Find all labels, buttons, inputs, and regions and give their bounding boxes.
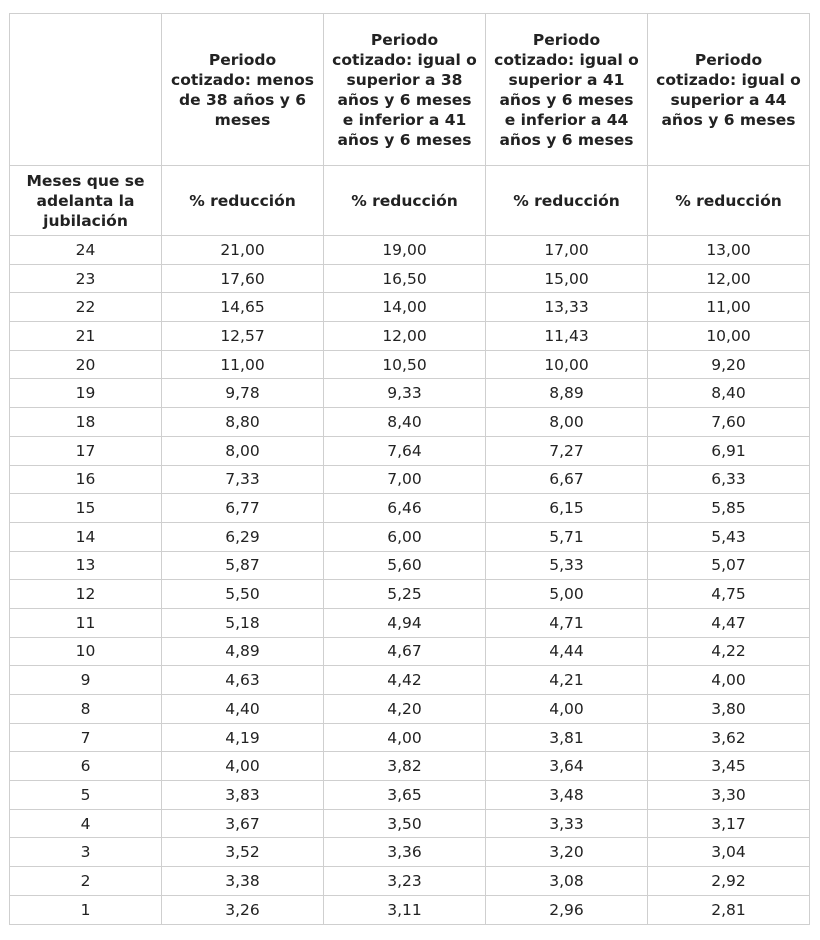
months-cell: 22 [10, 293, 162, 322]
reduction-cell: 4,00 [648, 666, 810, 695]
reduction-cell: 15,00 [486, 264, 648, 293]
period-header-4-text: Periodo cotizado: igual o superior a 44 años y 6 meses [656, 50, 801, 129]
reduction-cell: 19,00 [324, 236, 486, 265]
reduction-cell: 7,64 [324, 436, 486, 465]
reduction-cell: 3,11 [324, 895, 486, 924]
reduction-cell: 4,40 [162, 695, 324, 724]
table-row [10, 522, 810, 551]
reduction-cell: 4,42 [324, 666, 486, 695]
reduction-cell: 12,57 [162, 322, 324, 351]
reduction-cell: 16,50 [324, 264, 486, 293]
reduction-cell: 11,00 [648, 293, 810, 322]
table-row [10, 580, 810, 609]
months-cell: 14 [10, 522, 162, 551]
table-row [10, 895, 810, 924]
table-row [10, 551, 810, 580]
reduction-cell: 8,40 [324, 408, 486, 437]
reduction-cell: 5,85 [648, 494, 810, 523]
reduction-cell: 5,87 [162, 551, 324, 580]
months-cell: 4 [10, 809, 162, 838]
reduction-cell: 7,27 [486, 436, 648, 465]
reduction-cell: 9,78 [162, 379, 324, 408]
months-cell: 19 [10, 379, 162, 408]
months-cell: 18 [10, 408, 162, 437]
period-header-2 [324, 14, 486, 166]
months-cell: 15 [10, 494, 162, 523]
months-cell: 1 [10, 895, 162, 924]
reduction-cell: 5,60 [324, 551, 486, 580]
table-row [10, 293, 810, 322]
table-row [10, 781, 810, 810]
reduction-cell: 4,75 [648, 580, 810, 609]
reduction-cell: 2,81 [648, 895, 810, 924]
reduction-cell: 7,33 [162, 465, 324, 494]
months-cell: 10 [10, 637, 162, 666]
reduction-cell: 3,38 [162, 867, 324, 896]
reduction-cell: 5,43 [648, 522, 810, 551]
months-cell: 20 [10, 350, 162, 379]
reduction-cell: 3,26 [162, 895, 324, 924]
reduction-cell: 4,00 [324, 723, 486, 752]
reduction-cell: 6,77 [162, 494, 324, 523]
months-cell: 6 [10, 752, 162, 781]
reduction-cell: 4,63 [162, 666, 324, 695]
reduction-cell: 9,33 [324, 379, 486, 408]
reduction-cell: 3,67 [162, 809, 324, 838]
reduction-cell: 11,43 [486, 322, 648, 351]
reduction-cell: 3,62 [648, 723, 810, 752]
table-row [10, 322, 810, 351]
reduction-cell: 6,67 [486, 465, 648, 494]
reduction-cell: 13,00 [648, 236, 810, 265]
table-row [10, 350, 810, 379]
months-header [10, 166, 162, 236]
reduction-cell: 4,44 [486, 637, 648, 666]
months-cell: 21 [10, 322, 162, 351]
table-row [10, 752, 810, 781]
months-cell: 5 [10, 781, 162, 810]
subheader-row [10, 166, 810, 236]
reduction-cell: 8,00 [486, 408, 648, 437]
months-cell: 16 [10, 465, 162, 494]
reduction-cell: 7,00 [324, 465, 486, 494]
reduction-cell: 3,17 [648, 809, 810, 838]
reduction-cell: 4,71 [486, 608, 648, 637]
table-row [10, 408, 810, 437]
months-cell: 24 [10, 236, 162, 265]
reduction-cell: 21,00 [162, 236, 324, 265]
reduction-cell: 3,64 [486, 752, 648, 781]
reduction-cell: 4,00 [486, 695, 648, 724]
months-cell: 13 [10, 551, 162, 580]
reduction-cell: 4,94 [324, 608, 486, 637]
reduction-cell: 11,00 [162, 350, 324, 379]
reduction-header-2: % reducción [324, 166, 486, 236]
table-row [10, 465, 810, 494]
reduction-cell: 3,08 [486, 867, 648, 896]
reduction-cell: 7,60 [648, 408, 810, 437]
reduction-cell: 4,21 [486, 666, 648, 695]
months-cell: 9 [10, 666, 162, 695]
reduction-cell: 6,15 [486, 494, 648, 523]
reduction-cell: 3,04 [648, 838, 810, 867]
table-row [10, 236, 810, 265]
reduction-header-1: % reducción [162, 166, 324, 236]
period-header-3 [486, 14, 648, 166]
reduction-cell: 17,60 [162, 264, 324, 293]
reduction-cell: 6,46 [324, 494, 486, 523]
table-row [10, 867, 810, 896]
months-cell: 7 [10, 723, 162, 752]
reduction-cell: 12,00 [324, 322, 486, 351]
pension-reduction-table [9, 13, 810, 925]
reduction-cell: 3,50 [324, 809, 486, 838]
reduction-cell: 9,20 [648, 350, 810, 379]
reduction-cell: 3,81 [486, 723, 648, 752]
reduction-cell: 3,80 [648, 695, 810, 724]
table-row [10, 809, 810, 838]
period-header-1 [162, 14, 324, 166]
table-row [10, 666, 810, 695]
reduction-cell: 10,00 [486, 350, 648, 379]
reduction-cell: 13,33 [486, 293, 648, 322]
reduction-cell: 3,20 [486, 838, 648, 867]
reduction-cell: 8,00 [162, 436, 324, 465]
period-header-2-text: Periodo cotizado: igual o superior a 38 años y 6 meses e inferior a 41 años y 6 meses [332, 30, 477, 149]
reduction-cell: 6,91 [648, 436, 810, 465]
reduction-cell: 5,18 [162, 608, 324, 637]
reduction-cell: 3,48 [486, 781, 648, 810]
reduction-header-4: % reducción [648, 166, 810, 236]
table-row [10, 637, 810, 666]
reduction-cell: 5,71 [486, 522, 648, 551]
period-header-3-text: Periodo cotizado: igual o superior a 41 años y 6 meses e inferior a 44 años y 6 meses [494, 30, 639, 149]
reduction-cell: 17,00 [486, 236, 648, 265]
table-row [10, 838, 810, 867]
months-cell: 12 [10, 580, 162, 609]
reduction-cell: 10,00 [648, 322, 810, 351]
reduction-cell: 5,50 [162, 580, 324, 609]
reduction-cell: 4,00 [162, 752, 324, 781]
table-row [10, 608, 810, 637]
reduction-cell: 5,00 [486, 580, 648, 609]
months-cell: 11 [10, 608, 162, 637]
months-cell: 2 [10, 867, 162, 896]
reduction-cell: 6,29 [162, 522, 324, 551]
reduction-cell: 10,50 [324, 350, 486, 379]
reduction-cell: 3,30 [648, 781, 810, 810]
reduction-cell: 3,83 [162, 781, 324, 810]
reduction-cell: 4,89 [162, 637, 324, 666]
reduction-cell: 14,00 [324, 293, 486, 322]
reduction-cell: 8,89 [486, 379, 648, 408]
reduction-cell: 5,07 [648, 551, 810, 580]
reduction-cell: 12,00 [648, 264, 810, 293]
table-row [10, 379, 810, 408]
reduction-cell: 3,23 [324, 867, 486, 896]
reduction-cell: 4,22 [648, 637, 810, 666]
months-cell: 23 [10, 264, 162, 293]
reduction-cell: 3,82 [324, 752, 486, 781]
period-header-4 [648, 14, 810, 166]
corner-header-cell [10, 14, 162, 166]
months-header-text: Meses que se adelanta la jubilación [26, 171, 145, 230]
reduction-cell: 4,67 [324, 637, 486, 666]
table-row [10, 264, 810, 293]
table-row [10, 494, 810, 523]
reduction-cell: 3,33 [486, 809, 648, 838]
reduction-cell: 6,33 [648, 465, 810, 494]
reduction-cell: 14,65 [162, 293, 324, 322]
months-cell: 3 [10, 838, 162, 867]
table-row [10, 436, 810, 465]
reduction-cell: 4,19 [162, 723, 324, 752]
reduction-header-3: % reducción [486, 166, 648, 236]
reduction-cell: 6,00 [324, 522, 486, 551]
months-cell: 17 [10, 436, 162, 465]
reduction-cell: 3,65 [324, 781, 486, 810]
reduction-cell: 3,52 [162, 838, 324, 867]
table-row [10, 723, 810, 752]
reduction-cell: 8,80 [162, 408, 324, 437]
reduction-cell: 5,25 [324, 580, 486, 609]
period-header-1-text: Periodo cotizado: menos de 38 años y 6 meses [171, 50, 314, 129]
reduction-cell: 4,47 [648, 608, 810, 637]
reduction-cell: 2,92 [648, 867, 810, 896]
months-cell: 8 [10, 695, 162, 724]
reduction-cell: 4,20 [324, 695, 486, 724]
reduction-cell: 2,96 [486, 895, 648, 924]
reduction-cell: 5,33 [486, 551, 648, 580]
reduction-cell: 3,36 [324, 838, 486, 867]
reduction-table-container [9, 13, 810, 925]
table-row [10, 695, 810, 724]
period-header-row [10, 14, 810, 166]
reduction-cell: 3,45 [648, 752, 810, 781]
reduction-cell: 8,40 [648, 379, 810, 408]
table-body [10, 236, 810, 925]
